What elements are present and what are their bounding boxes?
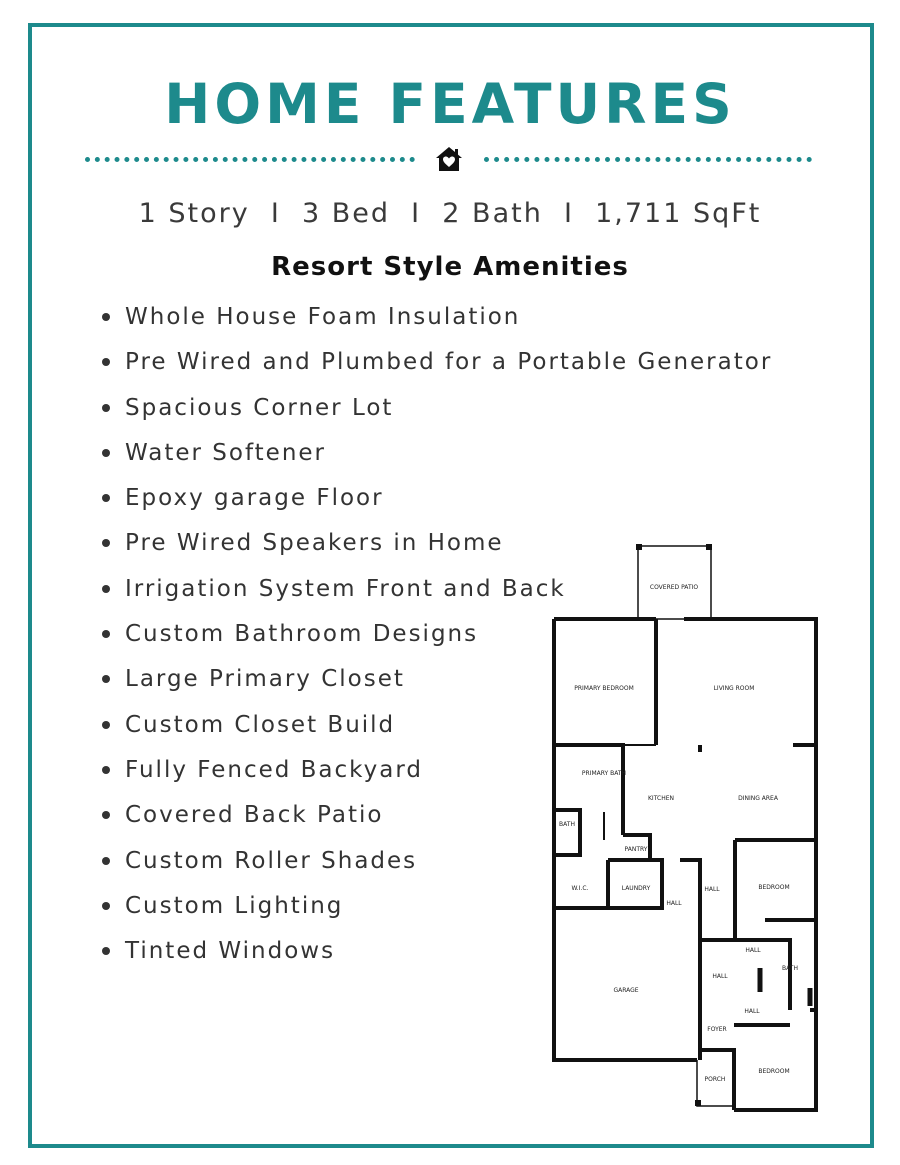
feature-text: Covered Back Patio bbox=[125, 802, 384, 829]
room-bedroom-2: BEDROOM bbox=[758, 1068, 790, 1075]
feature-text: Pre Wired Speakers in Home bbox=[125, 530, 504, 557]
room-hall-4: HALL bbox=[712, 973, 728, 980]
floor-plan-walls bbox=[554, 546, 816, 1110]
feature-text: Water Softener bbox=[125, 439, 327, 466]
room-foyer: FOYER bbox=[707, 1026, 727, 1033]
feature-text: Large Primary Closet bbox=[125, 666, 405, 693]
feature-text: Whole House Foam Insulation bbox=[125, 304, 521, 330]
dotted-divider-left bbox=[85, 157, 415, 162]
bullet-icon bbox=[102, 494, 110, 502]
amenities-heading: Resort Style Amenities bbox=[271, 252, 629, 282]
bullet-icon bbox=[102, 675, 110, 683]
room-hall-1: HALL bbox=[704, 886, 720, 893]
room-hall-5: HALL bbox=[744, 1008, 760, 1015]
feature-text: Fully Fenced Backyard bbox=[125, 756, 424, 783]
room-bath-1: BATH bbox=[559, 821, 575, 828]
bullet-icon bbox=[102, 404, 110, 412]
room-porch: PORCH bbox=[704, 1076, 726, 1083]
feature-text: Custom Roller Shades bbox=[125, 847, 418, 874]
bullet-icon bbox=[102, 539, 110, 547]
room-hall-2: HALL bbox=[666, 900, 682, 907]
bullet-icon bbox=[102, 721, 110, 729]
room-laundry: LAUNDRY bbox=[621, 885, 651, 892]
floor-plan-labels bbox=[559, 584, 798, 1083]
room-primary-bath: PRIMARY BATH bbox=[581, 770, 627, 777]
room-bedroom-1: BEDROOM bbox=[758, 884, 790, 891]
feature-item bbox=[100, 343, 772, 388]
feature-text: Epoxy garage Floor bbox=[125, 485, 384, 512]
bullet-icon bbox=[102, 313, 110, 321]
room-pantry: PANTRY bbox=[624, 846, 648, 853]
feature-text: Pre Wired and Plumbed for a Portable Generator bbox=[125, 349, 773, 376]
room-kitchen: KITCHEN bbox=[648, 795, 674, 802]
bullet-icon bbox=[102, 630, 110, 638]
feature-text: Custom Bathroom Designs bbox=[125, 621, 479, 648]
room-covered-patio: COVERED PATIO bbox=[649, 584, 699, 591]
bullet-icon bbox=[102, 766, 110, 774]
bullet-icon bbox=[102, 449, 110, 457]
feature-text: Irrigation System Front and Back bbox=[125, 575, 566, 602]
bullet-icon bbox=[102, 947, 110, 955]
floor-plan bbox=[540, 540, 830, 1115]
bullet-icon bbox=[102, 585, 110, 593]
house-heart-icon bbox=[434, 144, 464, 174]
bullet-icon bbox=[102, 811, 110, 819]
feature-text: Custom Lighting bbox=[125, 892, 344, 919]
bullet-icon bbox=[102, 902, 110, 910]
room-bath-2: BATH bbox=[782, 965, 798, 972]
room-living-room: LIVING ROOM bbox=[713, 685, 755, 692]
room-dining-area: DINING AREA bbox=[738, 795, 778, 802]
dotted-divider-right bbox=[484, 157, 812, 162]
bullet-icon bbox=[102, 358, 110, 366]
room-wic: W.I.C. bbox=[571, 885, 589, 892]
feature-text: Custom Closet Build bbox=[125, 711, 396, 738]
feature-item bbox=[100, 434, 772, 479]
feature-text: Tinted Windows bbox=[125, 938, 336, 965]
feature-item bbox=[100, 298, 772, 343]
feature-text: Spacious Corner Lot bbox=[125, 394, 394, 421]
bullet-icon bbox=[102, 857, 110, 865]
home-specs: 1 Story I 3 Bed I 2 Bath I 1,711 SqFt bbox=[138, 198, 762, 229]
page-title: HOME FEATURES bbox=[164, 72, 736, 136]
feature-item bbox=[100, 389, 772, 434]
room-primary-bedroom: PRIMARY BEDROOM bbox=[574, 685, 634, 692]
room-hall-3: HALL bbox=[745, 947, 761, 954]
room-garage: GARAGE bbox=[613, 987, 639, 994]
feature-item bbox=[100, 479, 772, 524]
